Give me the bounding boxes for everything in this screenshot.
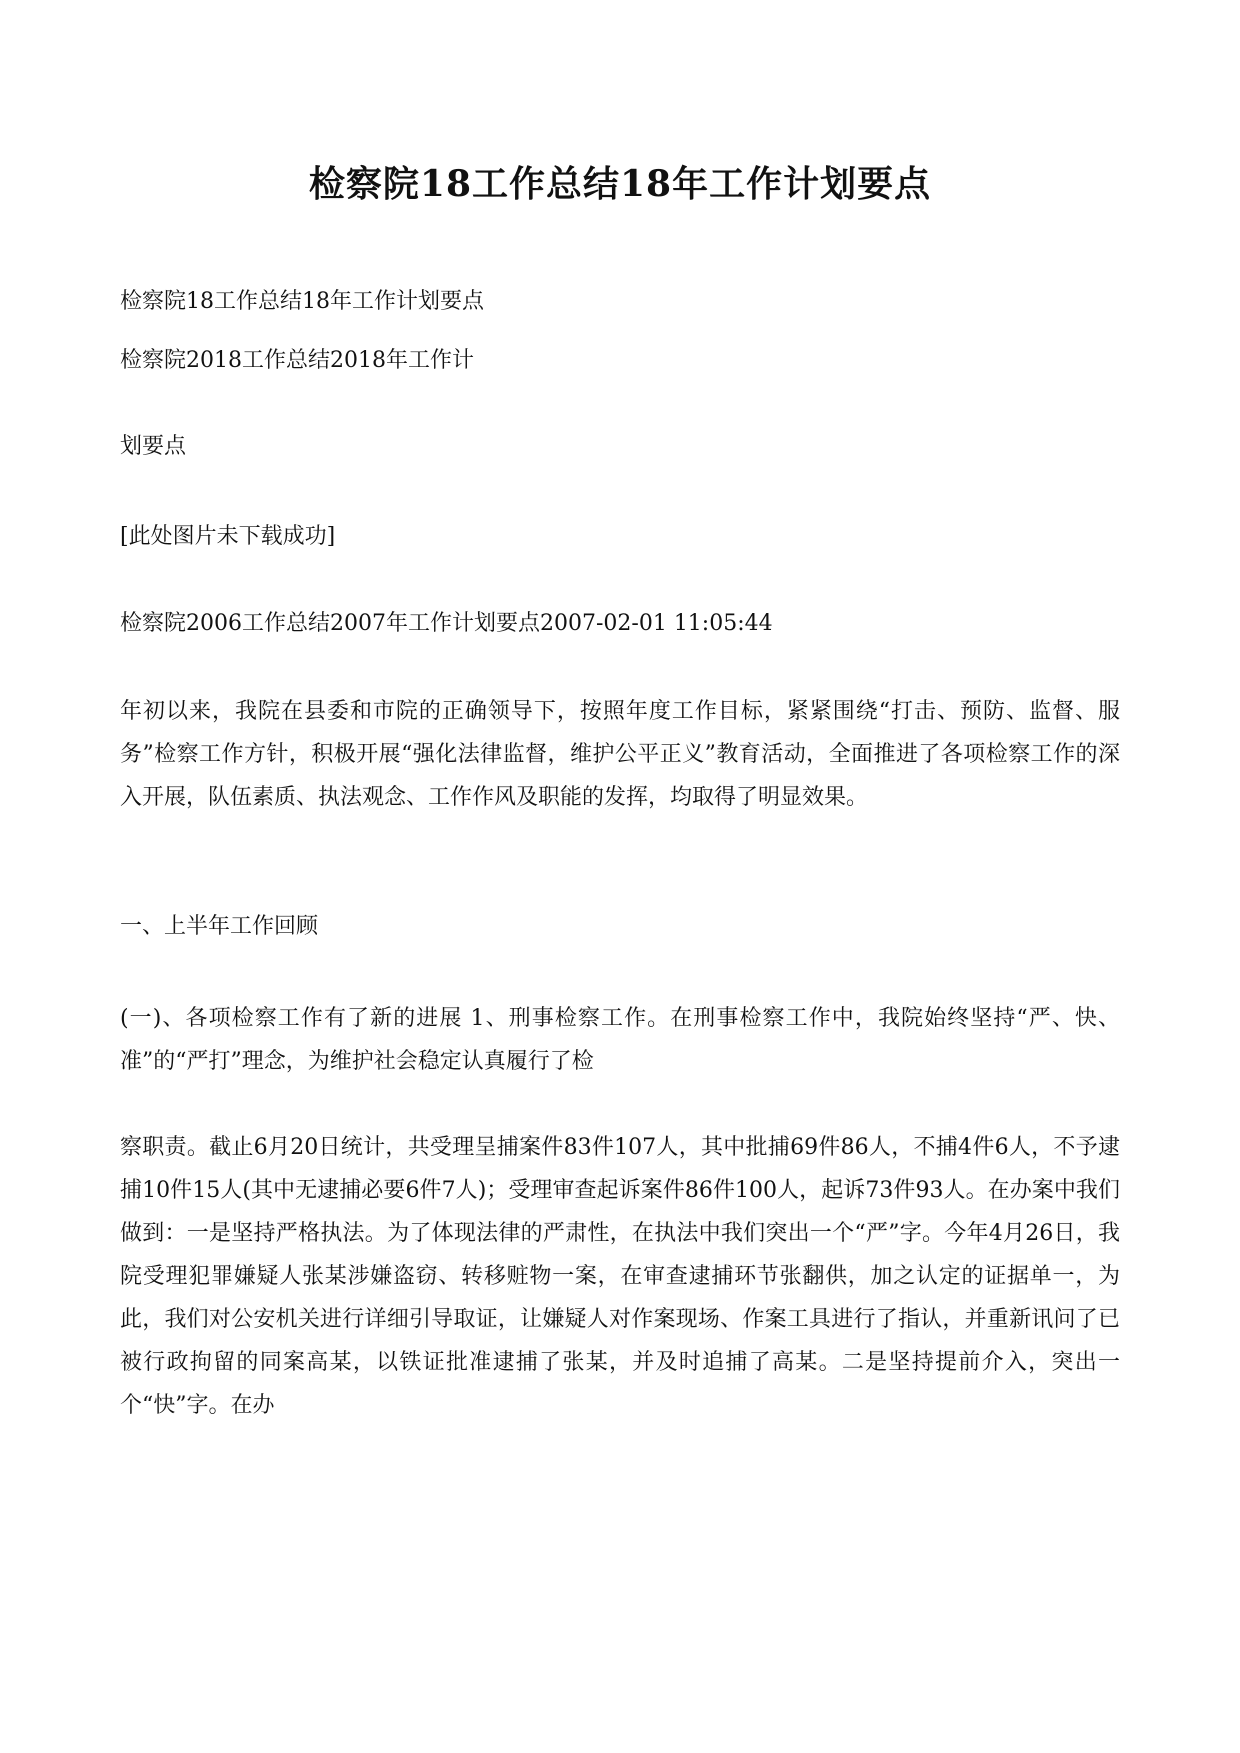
image-placeholder-text: [此处图片未下载成功] bbox=[120, 524, 336, 549]
intro-paragraph: 年初以来，我院在县委和市院的正确领导下，按照年度工作目标，紧紧围绕“打击、预防、监督、服务”检察工作方针，积极开展“强化法律监督，维护公平正义”教育活动，全面推进了各项检察工作的深入开展，队伍素质、执法观念、工作作风及职能的发挥，均取得了明显效果。 bbox=[120, 699, 1120, 810]
section-heading: 一、上半年工作回顾 bbox=[120, 914, 319, 939]
subsection-paragraph: (一)、各项检察工作有了新的进展 1、刑事检察工作。在刑事检察工作中，我院始终坚持“严、快、准”的“严打”理念，为维护社会稳定认真履行了检 bbox=[120, 1006, 1120, 1074]
subtitle-repeat: 检察院18工作总结18年工作计划要点 bbox=[120, 289, 484, 314]
dated-heading: 检察院2006工作总结2007年工作计划要点2007-02-01 11:05:44 bbox=[120, 611, 773, 636]
line-2018-part2: 划要点 bbox=[120, 434, 187, 459]
body-paragraph: 察职责。截止6月20日统计，共受理呈捕案件83件107人，其中批捕69件86人，不捕4件6人，不予逮捕10件15人(其中无逮捕必要6件7人)；受理审查起诉案件86件100人，起诉73件93人。在办案中我们做到：一是坚持严格执法。为了体现法律的严肃性，在执法中我们突出一个“严”字。今年4月26日，我院受理犯罪嫌疑人张某涉嫌盗窃、转移赃物一案，在审查逮捕环节张翻供，加之认定的证据单一，为此，我们对公安机关进行详细引导取证，让嫌疑人对作案现场、作案工具进行了指认，并重新讯问了已被行政拘留的同案高某，以铁证批准逮捕了张某，并及时追捕了高某。二是坚持提前介入，突出一个“快”字。在办 bbox=[120, 1135, 1120, 1418]
line-2018-part1: 检察院2018工作总结2018年工作计 bbox=[120, 348, 474, 373]
document-title: 检察院18工作总结18年工作计划要点 bbox=[308, 163, 932, 205]
